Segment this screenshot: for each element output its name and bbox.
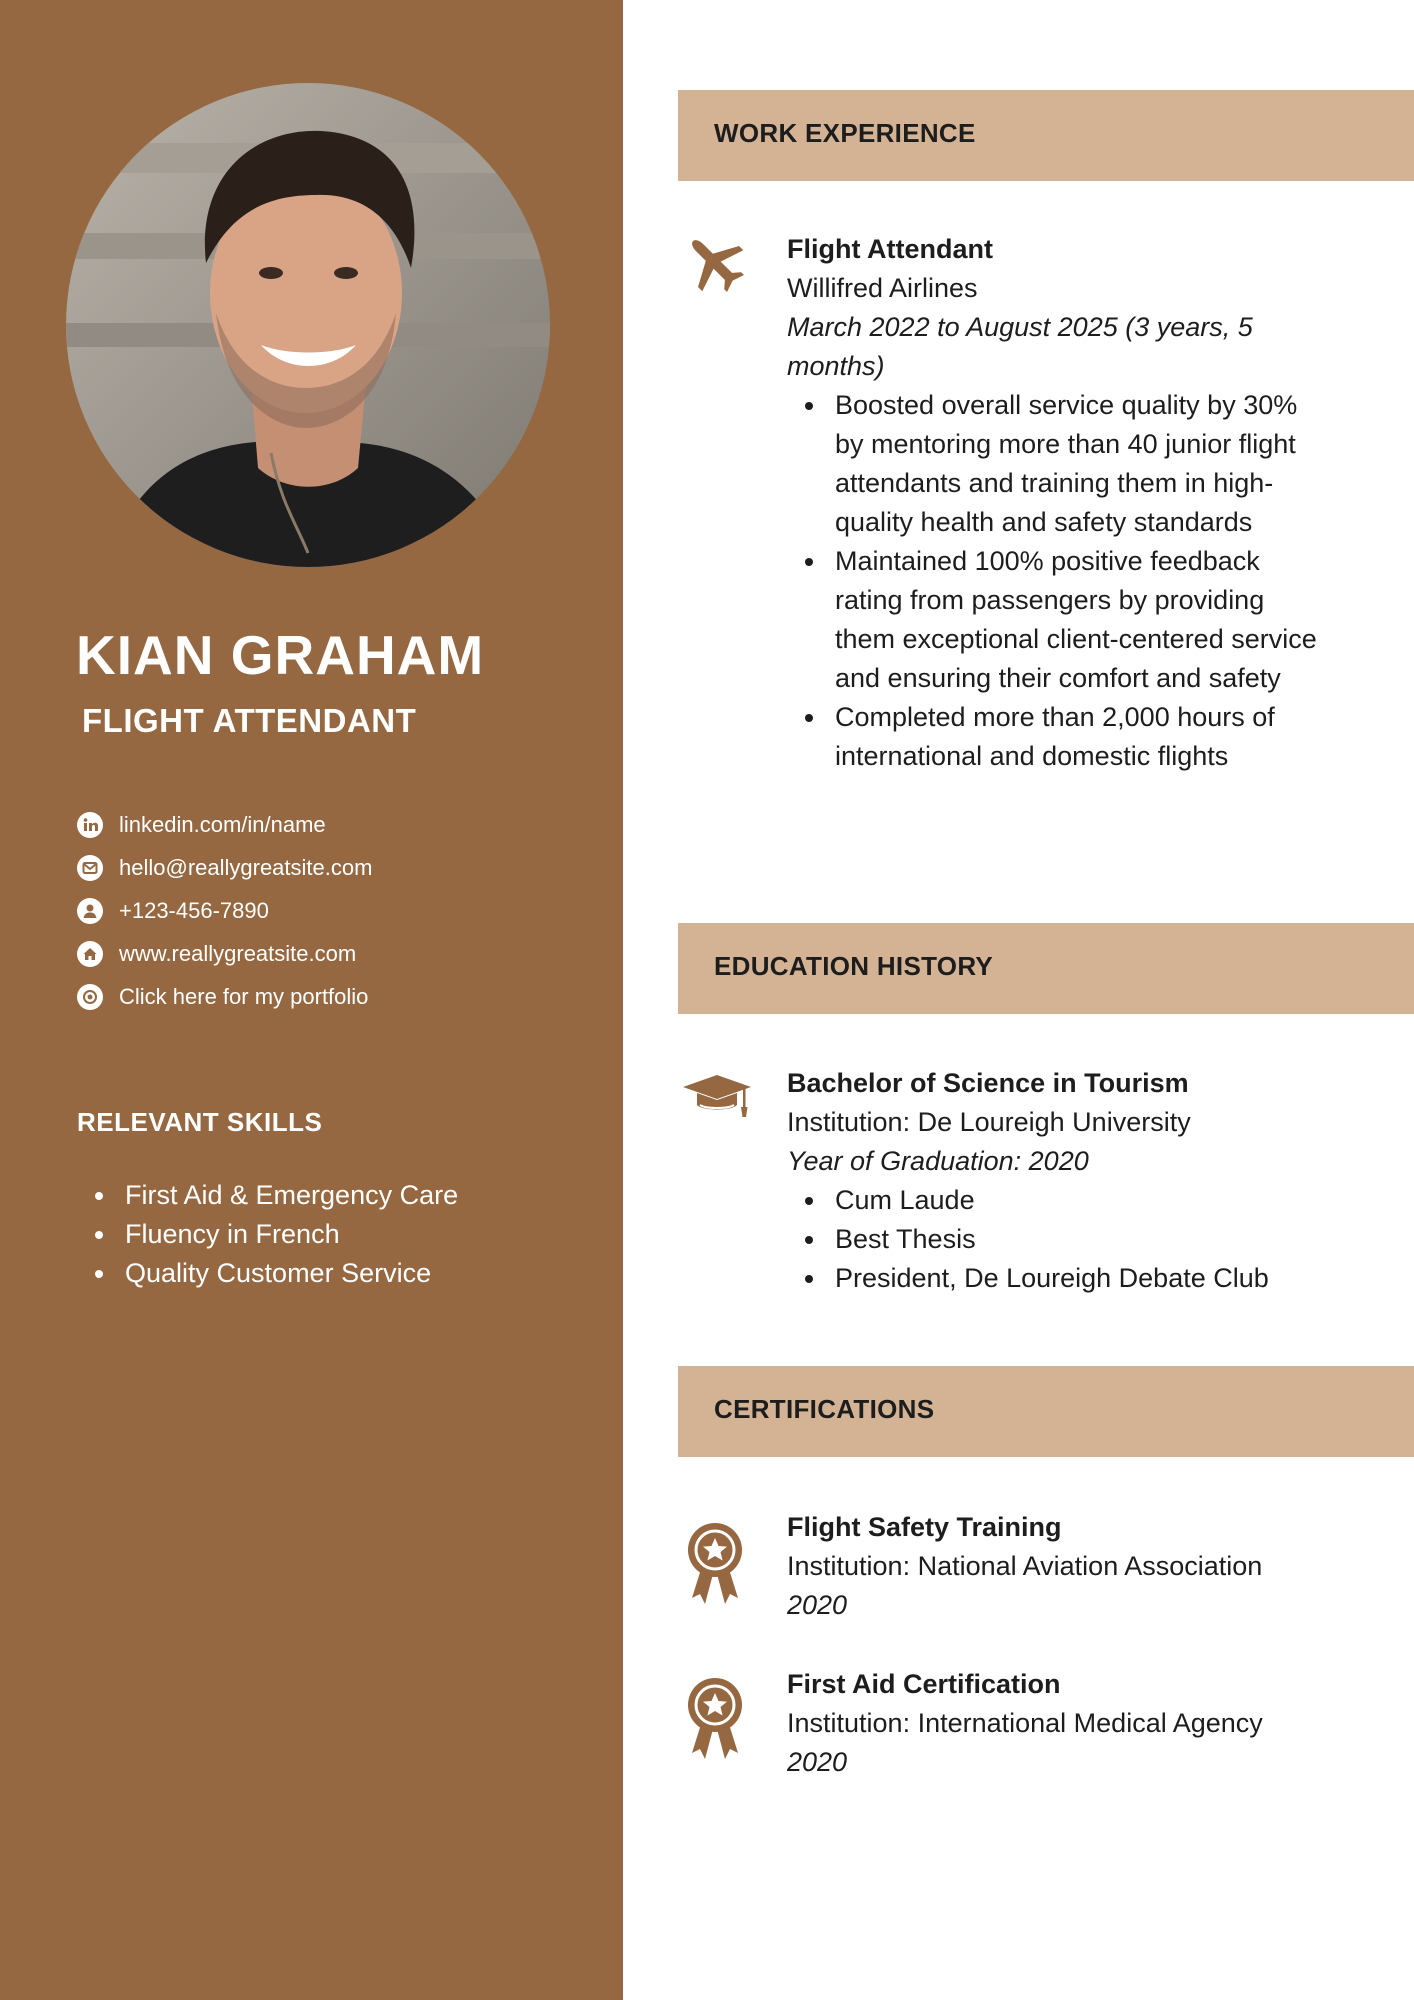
contact-linkedin-text: linkedin.com/in/name	[119, 811, 326, 837]
degree-title: Bachelor of Science in Tourism	[787, 1068, 1189, 1098]
award-ribbon-icon	[680, 1673, 750, 1763]
airplane-icon	[680, 228, 750, 298]
certification-entry	[787, 1665, 1327, 1782]
contact-list	[76, 803, 372, 1018]
candidate-name: KIAN GRAHAM	[76, 624, 485, 686]
graduation-cap-icon	[680, 1065, 754, 1135]
education-bullet: Cum Laude	[835, 1181, 1327, 1220]
certification-institution: Institution: National Aviation Association	[787, 1551, 1263, 1581]
job-title: Flight Attendant	[787, 234, 993, 264]
work-experience-header	[678, 90, 1414, 181]
graduation-year: Year of Graduation: 2020	[787, 1146, 1089, 1176]
phone-icon	[76, 897, 104, 925]
education-institution: Institution: De Loureigh University	[787, 1107, 1191, 1137]
certifications-heading: CERTIFICATIONS	[714, 1394, 935, 1424]
contact-phone-text: +123-456-7890	[119, 897, 269, 923]
contact-email-text: hello@reallygreatsite.com	[119, 854, 373, 880]
contact-linkedin[interactable]	[76, 803, 372, 846]
job-dates: March 2022 to August 2025 (3 years, 5 months)	[787, 312, 1253, 381]
company-name: Willifred Airlines	[787, 273, 978, 303]
candidate-title: FLIGHT ATTENDANT	[82, 702, 417, 739]
linkedin-icon	[76, 811, 104, 839]
skills-list	[95, 1176, 458, 1293]
certification-title: First Aid Certification	[787, 1669, 1061, 1699]
award-ribbon-icon	[680, 1518, 750, 1608]
education-bullets	[835, 1181, 1327, 1298]
contact-phone[interactable]	[76, 889, 372, 932]
certification-title: Flight Safety Training	[787, 1512, 1062, 1542]
sidebar	[0, 0, 623, 2000]
skill-item: Quality Customer Service	[95, 1254, 458, 1293]
work-experience-heading: WORK EXPERIENCE	[714, 118, 976, 148]
job-bullets	[835, 386, 1327, 776]
contact-website[interactable]	[76, 932, 372, 975]
certifications-header	[678, 1366, 1414, 1457]
education-bullet: President, De Loureigh Debate Club	[835, 1259, 1327, 1298]
job-bullet: Maintained 100% positive feedback rating from passengers by providing them exceptional client-centered service and ensuring their comfort and safety	[835, 542, 1327, 698]
education-bullet: Best Thesis	[835, 1220, 1327, 1259]
skills-heading: RELEVANT SKILLS	[77, 1107, 323, 1137]
profile-photo	[66, 83, 550, 567]
certification-entry	[787, 1508, 1327, 1625]
contact-email[interactable]	[76, 846, 372, 889]
job-bullet: Completed more than 2,000 hours of international and domestic flights	[835, 698, 1327, 776]
certification-institution: Institution: International Medical Agency	[787, 1708, 1263, 1738]
certification-year: 2020	[787, 1590, 848, 1620]
education-history-heading: EDUCATION HISTORY	[714, 951, 994, 981]
job-bullet: Boosted overall service quality by 30% by mentoring more than 40 junior flight attendants and training them in high-quality health and safety standards	[835, 386, 1327, 542]
education-history-header	[678, 923, 1414, 1014]
certification-year: 2020	[787, 1747, 848, 1777]
email-icon	[76, 854, 104, 882]
home-icon	[76, 940, 104, 968]
contact-website-text: www.reallygreatsite.com	[119, 940, 357, 966]
skill-item: Fluency in French	[95, 1215, 458, 1254]
skill-item: First Aid & Emergency Care	[95, 1176, 458, 1215]
contact-portfolio[interactable]	[76, 975, 372, 1018]
education-entry	[787, 1064, 1327, 1298]
contact-portfolio-text: Click here for my portfolio	[119, 983, 369, 1009]
work-entry	[787, 230, 1327, 776]
eye-icon	[76, 983, 104, 1011]
